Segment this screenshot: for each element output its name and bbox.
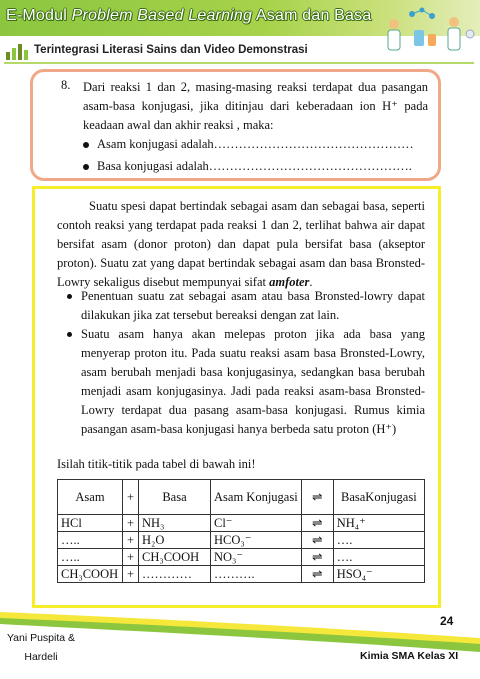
table-row xyxy=(58,515,425,532)
cell: ….. xyxy=(58,532,123,549)
cell: + xyxy=(123,515,139,532)
cell: H₂O xyxy=(139,532,211,549)
module-title: E-Modul Problem Based Learning Asam dan Basa xyxy=(6,7,372,24)
cell: ⇌ xyxy=(301,515,333,532)
cell: ………. xyxy=(211,566,302,583)
intro-paragraph: Suatu spesi dapat bertindak sebagai asam dan sebagai basa, seperti contoh reaksi yang terdapat pada reaksi 1 dan 2, terlihat bahwa air dapat bersifat asam (donor proton) dan dapat pula bersifat basa (akseptor proton). Suatu zat yang dapat bertindak sebagai asam dan basa Bronsted-Lowry sekaligus disebut mempunyai sifat amfoter. xyxy=(57,199,425,289)
table-row xyxy=(58,549,425,566)
bar-chart-icon xyxy=(4,42,34,60)
cell: NH₄⁺ xyxy=(333,515,424,532)
question-number: 8. xyxy=(61,78,71,92)
cell: + xyxy=(123,566,139,583)
conjugate-pairs-table xyxy=(57,479,425,583)
question-box xyxy=(30,69,441,181)
cell: ….. xyxy=(58,549,123,566)
page-number: 24 xyxy=(440,614,454,628)
cell: + xyxy=(123,532,139,549)
bullet-icon xyxy=(67,294,72,299)
subtitle-bar xyxy=(0,40,350,62)
cell: …. xyxy=(333,532,424,549)
cell: ⇌ xyxy=(301,549,333,566)
cell: + xyxy=(123,549,139,566)
amfoter-term: amfoter xyxy=(269,275,310,289)
header-cell: + xyxy=(123,480,139,515)
bullet-item: Penentuan suatu zat sebagai asam atau basa Bronsted-lowry dapat dilakukan jika zat tersebut bereaksi dengan zat lain. xyxy=(81,287,425,325)
bullet-item: Suatu asam hanya akan melepas proton jika ada basa yang menyerap proton itu. Pada suatu reaksi asam basa Bronsted-Lowry, asam berubah menjadi basa konjugasinya, sedangkan basa berubah menjadi asam konjugasinya. Jadi pada reaksi asam-basa Bronsted-Lowry terdapat dua pasang asam-basa konjugasi. Rumus kimia pasangan asam-basa konjugasi hanya berbeda satu proton (H⁺) xyxy=(81,325,425,439)
table-row xyxy=(58,532,425,549)
cell: NH₃ xyxy=(139,515,211,532)
header-cell: ⇌ xyxy=(301,480,333,515)
cell: NO₃⁻ xyxy=(211,549,302,566)
bullet-icon xyxy=(67,332,72,337)
cell: …. xyxy=(333,549,424,566)
cell: ………… xyxy=(139,566,211,583)
header-cell: Asam Konjugasi xyxy=(211,480,302,515)
table-header-row xyxy=(58,480,425,515)
header-cell: Basa xyxy=(139,480,211,515)
bullet-icon xyxy=(83,164,89,170)
cell: Cl⁻ xyxy=(211,515,302,532)
answer-item-acid: Asam konjugasi adalah………………………………………… xyxy=(83,137,414,152)
cell: CH₃COOH xyxy=(139,549,211,566)
cell: HSO₄⁻ xyxy=(333,566,424,583)
subtitle: Terintegrasi Literasi Sains dan Video Demonstrasi xyxy=(34,44,308,56)
table-instruction: Isilah titik-titik pada tabel di bawah ini! xyxy=(57,457,256,471)
table-row xyxy=(58,566,425,583)
cell: HCl xyxy=(58,515,123,532)
cell: CH₃COOH xyxy=(58,566,123,583)
bullet-icon xyxy=(83,142,89,148)
cell: ⇌ xyxy=(301,566,333,583)
cell: HCO₃⁻ xyxy=(211,532,302,549)
question-text: Dari reaksi 1 dan 2, masing-masing reaksi terdapat dua pasangan asam-basa konjugasi, jika ditinjau dari keberadaan ion H⁺ pada keadaan awal dan akhir reaksi , maka: xyxy=(83,80,428,132)
subtitle-divider xyxy=(4,62,474,64)
content-box xyxy=(32,186,441,608)
answer-item-base: Basa konjugasi adalah…………………………………………. xyxy=(83,159,412,174)
header-cell: BasaKonjugasi xyxy=(333,480,424,515)
cell: ⇌ xyxy=(301,532,333,549)
scientists-illustration xyxy=(382,4,478,54)
course-label: Kimia SMA Kelas XI xyxy=(360,650,459,662)
header-cell: Asam xyxy=(58,480,123,515)
author-credit: Yani Puspita & Hardeli xyxy=(6,632,76,663)
